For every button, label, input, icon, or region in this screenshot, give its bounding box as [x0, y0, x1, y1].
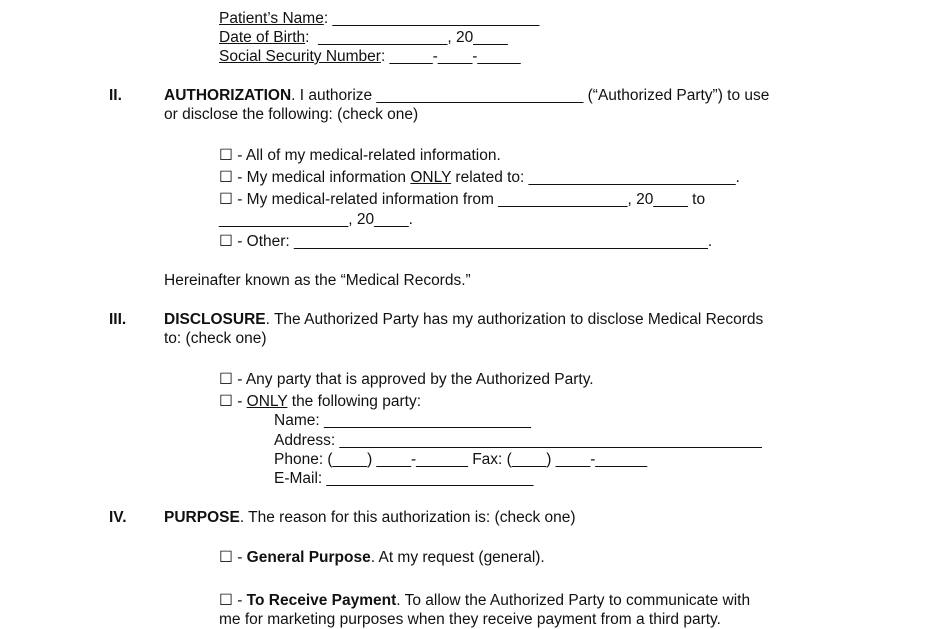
section-number-ii: II.	[109, 87, 122, 104]
disclosure-line2: to: (check one)	[164, 330, 267, 347]
receive-payment-line2: me for marketing purposes when they receive payment from a third party.	[219, 611, 721, 628]
patient-name-label: Patient’s Name	[219, 10, 324, 27]
party-name-field[interactable]: Name: ________________________	[274, 412, 531, 429]
authorization-title: AUTHORIZATION	[164, 87, 292, 104]
receive-payment-title: To Receive Payment	[246, 592, 397, 609]
authorization-line2: or disclose the following: (check one)	[164, 106, 419, 123]
disclosure-line1	[164, 310, 763, 329]
checkbox-option-only-party[interactable]	[219, 392, 421, 411]
checkbox-option-any-party[interactable]: ☐ - Any party that is approved by the Authorized Party.	[219, 371, 594, 388]
only-emphasis: ONLY	[246, 393, 288, 410]
checkbox-option-other[interactable]: ☐ - Other: ________________________________________________.	[219, 233, 713, 250]
option-text: . To allow the Authorized Party to communicate with	[396, 592, 751, 609]
date-range-line2[interactable]: _______________, 20____.	[219, 211, 413, 228]
patient-name-field[interactable]	[219, 9, 539, 28]
section-number-iii: III.	[109, 311, 127, 328]
hereinafter-text: Hereinafter known as the “Medical Records.”	[164, 272, 471, 289]
authorization-line1	[164, 86, 769, 105]
dob-blank[interactable]: : _______________, 20____	[305, 29, 508, 46]
option-text: the following party:	[287, 393, 421, 410]
purpose-text: . The reason for this authorization is: (check one)	[239, 509, 576, 526]
checkbox-option-all-info[interactable]: ☐ - All of my medical-related information.	[219, 147, 501, 164]
party-address-field[interactable]: Address: _________________________________________________	[274, 432, 762, 449]
disclosure-text: . The Authorized Party has my authorization to disclose Medical Records	[265, 311, 764, 328]
ssn-blank[interactable]: : _____-____-_____	[380, 48, 521, 65]
general-purpose-title: General Purpose	[246, 549, 371, 566]
purpose-title: PURPOSE	[164, 509, 240, 526]
party-phone-fax-field[interactable]: Phone: (____) ____-______ Fax: (____) ____-______	[274, 451, 648, 468]
option-text: ☐ -	[219, 393, 247, 410]
checkbox-option-receive-payment[interactable]	[219, 591, 750, 610]
ssn-label: Social Security Number	[219, 48, 381, 65]
party-email-field[interactable]: E-Mail: ________________________	[274, 470, 534, 487]
option-text: ☐ -	[219, 549, 247, 566]
ssn-field[interactable]	[219, 47, 521, 66]
purpose-line1	[164, 508, 576, 527]
dob-label: Date of Birth	[219, 29, 306, 46]
checkbox-option-general-purpose[interactable]	[219, 548, 545, 567]
checkbox-option-only-related[interactable]	[219, 168, 740, 187]
option-text: ☐ - My medical information	[219, 169, 411, 186]
patient-name-blank[interactable]: : ________________________	[323, 10, 540, 27]
option-text: ☐ -	[219, 592, 247, 609]
dob-field[interactable]	[219, 28, 508, 47]
checkbox-option-date-range[interactable]: ☐ - My medical-related information from _______________, 20____ to	[219, 191, 706, 208]
option-text: . At my request (general).	[370, 549, 545, 566]
disclosure-title: DISCLOSURE	[164, 311, 266, 328]
option-text: related to: ________________________.	[451, 169, 740, 186]
only-emphasis: ONLY	[410, 169, 452, 186]
section-number-iv: IV.	[109, 509, 127, 526]
authorization-text: . I authorize ________________________ (“Authorized Party”) to use	[291, 87, 770, 104]
